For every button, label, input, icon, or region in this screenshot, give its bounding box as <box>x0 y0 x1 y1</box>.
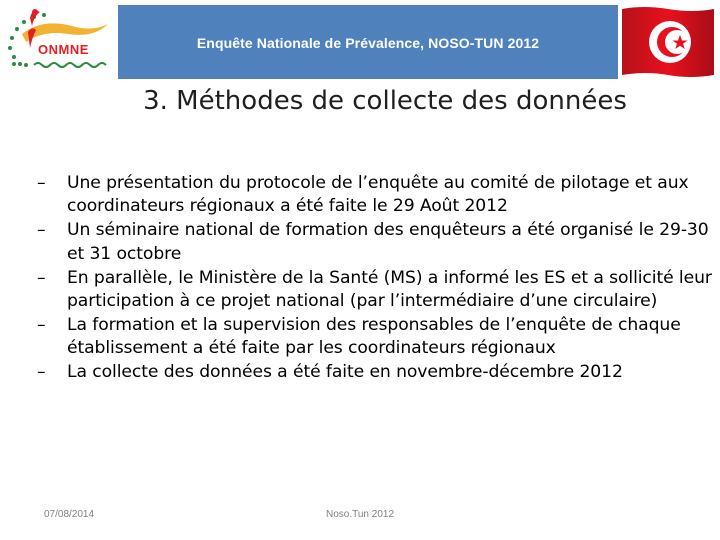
tunisia-flag-icon <box>620 5 716 79</box>
onmne-logo <box>2 4 118 76</box>
bullet-list <box>37 172 717 385</box>
bullet-text: Une présentation du protocole de l’enquête au comité de pilotage et aux coordinateurs régionaux a été faite le 29 Août 2012 <box>67 173 689 217</box>
bullet-item <box>37 172 717 219</box>
logo-label: ONMNE <box>38 42 89 57</box>
bullet-text: La collecte des données a été faite en novembre-décembre 2012 <box>67 362 623 383</box>
footer-date: 07/08/2014 <box>44 509 95 520</box>
bullet-item <box>37 219 717 266</box>
bullet-marker: – <box>37 362 46 383</box>
footer-center-text: Noso.Tun 2012 <box>326 509 395 520</box>
bullet-marker: – <box>37 220 46 241</box>
bullet-marker: – <box>37 267 46 288</box>
bullet-item <box>37 267 717 314</box>
bullet-text: Un séminaire national de formation des enquêteurs a été organisé le 29-30 et 31 octobre <box>67 220 709 264</box>
banner-title: Enquête Nationale de Prévalence, NOSO-TUN 2012 <box>196 35 540 51</box>
bullet-item <box>37 361 717 384</box>
onmne-logo-graphic <box>2 4 118 76</box>
slide-title: 3. Méthodes de collecte des données <box>143 86 627 116</box>
header-banner <box>118 5 618 79</box>
bullet-marker: – <box>37 314 46 335</box>
bullet-text: En parallèle, le Ministère de la Santé (MS) a informé les ES et a sollicité leur participation à ce projet national (par l’intermédiaire d’une circulaire) <box>67 267 712 312</box>
bullet-item <box>37 314 717 361</box>
bullet-marker: – <box>37 173 46 193</box>
bullet-text: La formation et la supervision des responsables de l’enquête de chaque établissement a été faite par les coordinateurs régionaux <box>67 314 681 359</box>
